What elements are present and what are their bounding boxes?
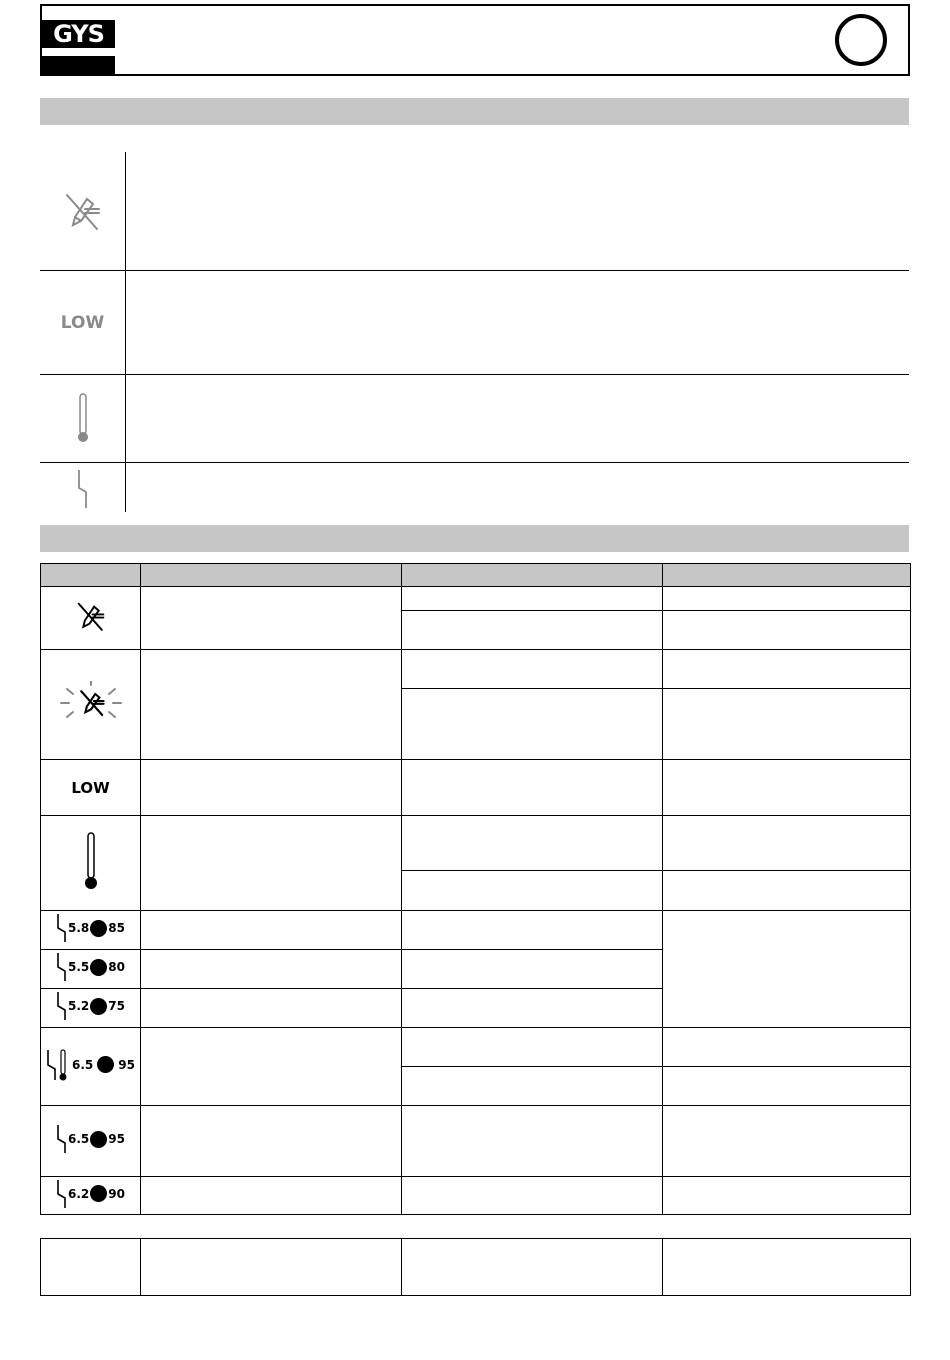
extra-table (40, 1238, 911, 1296)
list-item (40, 152, 909, 271)
table-header-cell (663, 564, 911, 587)
table-row (41, 911, 911, 950)
list-item (40, 271, 909, 375)
section-bar-1 (40, 98, 909, 125)
table-header-row (41, 564, 911, 587)
logo-text: GYS (42, 20, 115, 48)
lightning-icon: 5.5 80 (41, 950, 141, 989)
table-row (41, 1106, 911, 1177)
indicator-list (40, 152, 909, 512)
table-row (41, 1239, 911, 1296)
no-clamp-icon (40, 152, 126, 270)
table-row (41, 587, 911, 611)
low-text-icon: LOW (41, 760, 141, 816)
table-row (41, 1028, 911, 1067)
circle-icon (90, 959, 107, 976)
table-header-cell (141, 564, 402, 587)
lightning-icon: 6.2 90 (41, 1177, 141, 1215)
list-item (40, 463, 909, 512)
lightning-icon: 5.2 75 (41, 989, 141, 1028)
table-row (41, 760, 911, 816)
lightning-icon (40, 463, 126, 512)
thermometer-icon (41, 816, 141, 911)
lightning-thermometer-icon: 6.5 95 (41, 1028, 141, 1106)
table-row (41, 1177, 911, 1215)
troubleshooting-table (40, 563, 911, 1215)
gys-logo (42, 6, 115, 74)
circle-icon (90, 998, 107, 1015)
table-row (41, 816, 911, 871)
circle-icon (90, 920, 107, 937)
table-header-cell (402, 564, 663, 587)
low-text-icon: LOW (40, 271, 126, 374)
table-row (41, 650, 911, 689)
lightning-icon: 5.8 85 (41, 911, 141, 950)
table-header-cell (41, 564, 141, 587)
lightning-icon: 6.5 95 (41, 1106, 141, 1177)
list-item (40, 375, 909, 463)
circle-icon (90, 1131, 107, 1148)
language-circle-icon (835, 14, 887, 66)
page-header (40, 4, 910, 76)
section-bar-2 (40, 525, 909, 552)
thermometer-icon (40, 375, 126, 462)
no-clamp-blinking-icon (41, 650, 141, 760)
no-clamp-icon (41, 587, 141, 650)
circle-icon (97, 1056, 114, 1073)
circle-icon (90, 1185, 107, 1202)
